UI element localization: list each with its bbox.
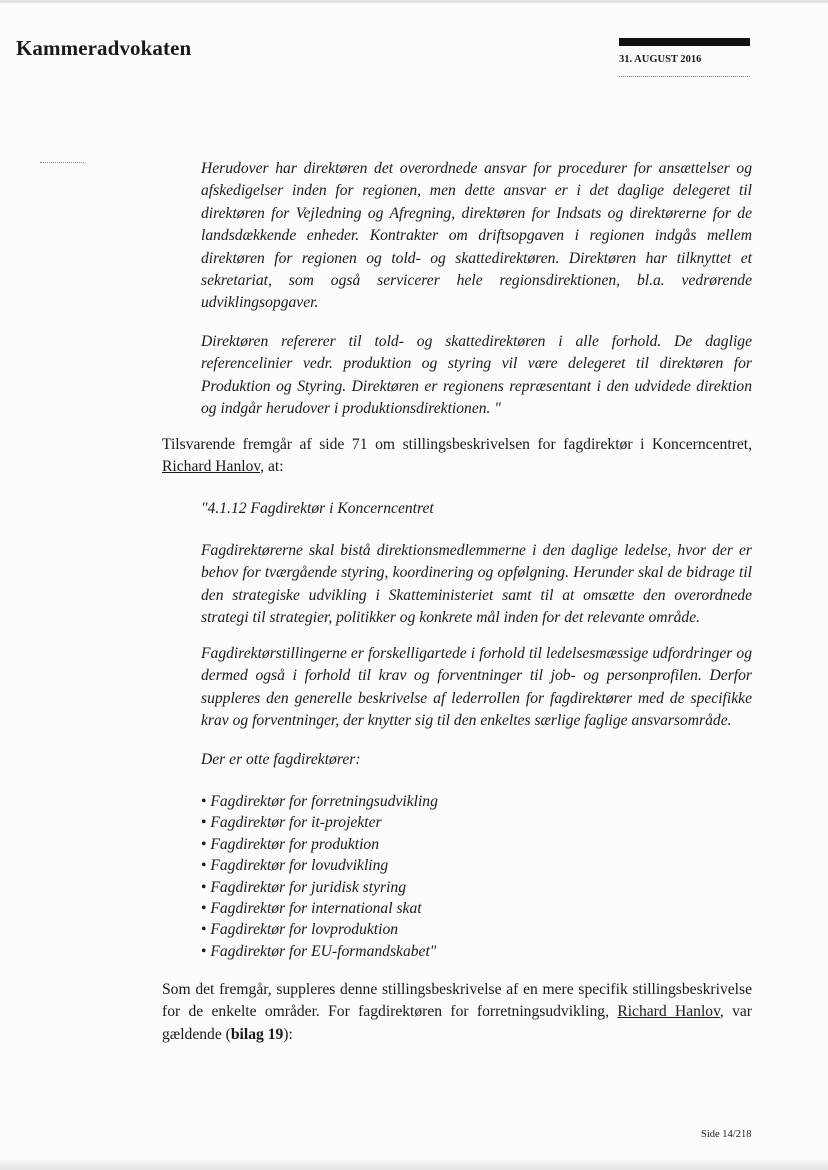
quote1-paragraph-2: Direktøren refererer til told- og skattedirektøren i alle forhold. De daglige referencelinier vedr. produktion og styring vil være delegeret til direktøren for Produktion og Styring. Direktøren er regionens repræsentant i den udvidede direktion og indgår herudover i produktionsdirektionen. "	[201, 333, 752, 418]
person-name: Richard Hanlov	[162, 458, 261, 476]
page-top-edge	[0, 0, 828, 3]
list-item: • Fagdirektør for international skat	[201, 898, 601, 919]
quote2-paragraph-2: Fagdirektørstillingerne er forskelligartede i forhold til ledelsesmæssige udfordringer og dermed også i forhold til krav og forventninger til job- og personprofilen. Derfor suppleres den generelle beskrivelse af lederrollen for fagdirektører med de specifikke krav og forventninger, der knytter sig til den enkeltes særlige faglige ansvarsområde.	[201, 645, 752, 730]
list-item: • Fagdirektør for lovproduktion	[201, 919, 601, 940]
body-paragraph-1	[162, 434, 752, 479]
header-bar	[619, 38, 750, 46]
list-item: • Fagdirektør for juridisk styring	[201, 877, 601, 898]
quote1-paragraph-1: Herudover har direktøren det overordnede ansvar for procedurer for ansættelser og afskedigelser inden for regionen, men dette ansvar er i det daglige delegeret til direktøren for Vejledning og Afregning, direktøren for Indsats og direktørerne for de landsdækkende enheder. Kontrakter om driftsopgaven i regionen indgås mellem direktøren for regionen og told- og skattedirektøren. Direktøren har tilknyttet et sekretariat, som også servicerer hele regionsdirektionen, bl.a. vedrørende udviklingsopgaver.	[201, 160, 752, 312]
appendix-reference: bilag 19	[230, 1025, 284, 1043]
fagdirektor-list	[201, 791, 601, 962]
body-paragraph-2	[162, 979, 752, 1046]
header-divider	[619, 76, 750, 77]
quote2-paragraph-1: Fagdirektørerne skal bistå direktionsmedlemmerne i den daglige ledelse, hvor der er behov for tværgående styring, koordinering og opfølgning. Herunder skal de bidrage til den strategiske udvikling i Skatteministeriet samt til at omsætte den overordnede strategi til strategier, politikker og konkrete mål inden for det relevante område.	[201, 542, 752, 627]
page-bottom-edge	[0, 1160, 828, 1170]
body-paragraph-2-middle: , var gældende (	[162, 1003, 752, 1043]
body-paragraph-1-tail: , at:	[260, 458, 284, 476]
list-item: • Fagdirektør for lovudvikling	[201, 855, 601, 876]
body-paragraph-2-tail: ):	[283, 1025, 293, 1043]
list-intro: Der er otte fagdirektører:	[201, 751, 361, 768]
list-item: • Fagdirektør for produktion	[201, 834, 601, 855]
firm-name: Kammeradvokaten	[16, 36, 192, 60]
list-item: • Fagdirektør for forretningsudvikling	[201, 791, 601, 812]
body-paragraph-2-text: Som det fremgår, suppleres denne stillingsbeskrivelse af en mere specifik stillingsbeskrivelse for de enkelte områder. For fagdirektøren for forretningsudvikling,	[162, 981, 752, 1021]
person-name: Richard Hanlov	[617, 1003, 720, 1021]
body-paragraph-1-text: Tilsvarende fremgår af side 71 om stillingsbeskrivelsen for fagdirektør i Koncerncentret,	[162, 436, 752, 453]
list-item: • Fagdirektør for EU-formandskabet"	[201, 941, 601, 962]
quote2-heading: "4.1.12 Fagdirektør i Koncerncentret	[201, 500, 434, 517]
list-item: • Fagdirektør for it-projekter	[201, 812, 601, 833]
page-number: Side 14/218	[701, 1129, 752, 1140]
margin-divider	[40, 162, 84, 163]
document-date: 31. AUGUST 2016	[619, 54, 702, 65]
